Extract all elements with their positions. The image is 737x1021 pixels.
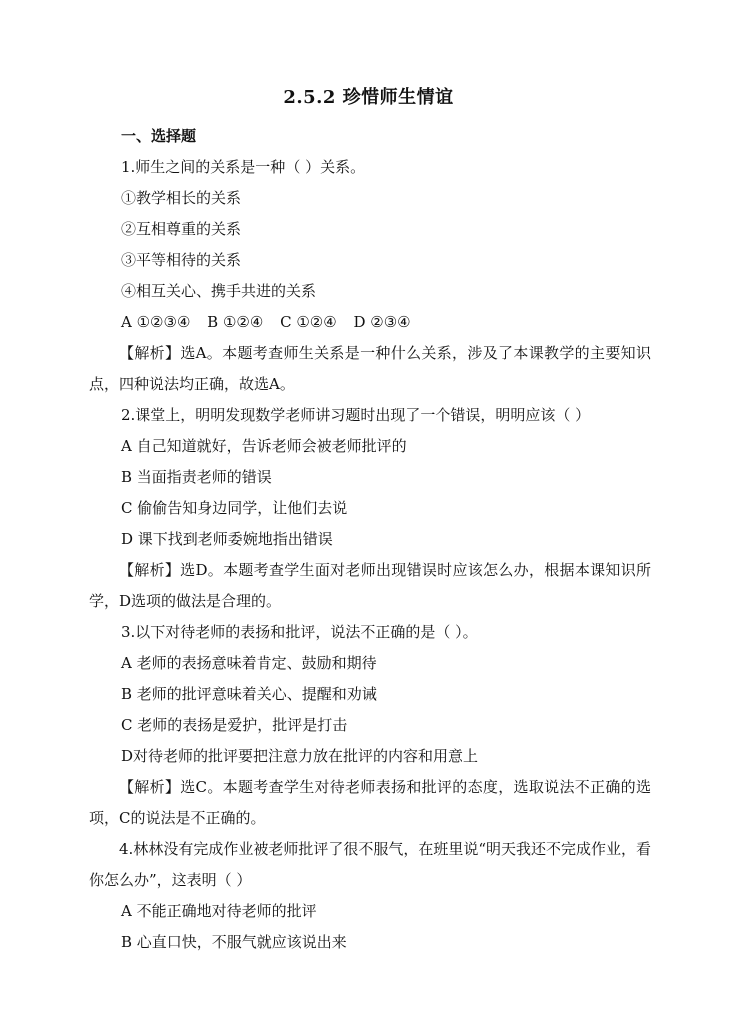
question-2-option-d: D 课下找到老师委婉地指出错误 (121, 530, 333, 548)
question-3-analysis: 【解析】选C。本题考查学生对待老师表扬和批评的态度，选取说法不正确的选项，C的说法是不正确的。 (89, 778, 651, 827)
question-2-analysis: 【解析】选D。本题考查学生面对老师出现错误时应该怎么办，根据本课知识所学，D选项的做法是合理的。 (89, 561, 651, 610)
question-1-option-a: A ①②③④ (121, 313, 191, 331)
question-2-option-c: C 偷偷告知身边同学，让他们去说 (121, 499, 348, 517)
question-2-stem: 2.课堂上，明明发现数学老师讲习题时出现了一个错误，明明应该（ ） (121, 406, 591, 424)
question-1-item-4: ④相互关心、携手共进的关系 (121, 282, 317, 300)
question-3-option-d: D对待老师的批评要把注意力放在批评的内容和用意上 (121, 747, 479, 765)
question-4-option-b: B 心直口快，不服气就应该说出来 (121, 933, 347, 951)
question-3-option-b: B 老师的批评意味着关心、提醒和劝诫 (121, 685, 377, 703)
question-4-option-a: A 不能正确地对待老师的批评 (121, 902, 317, 920)
question-1-option-d: D ②③④ (353, 313, 411, 331)
question-3-option-a: A 老师的表扬意味着肯定、鼓励和期待 (121, 654, 377, 672)
document-title: 2.5.2 珍惜师生情谊 (283, 87, 454, 108)
question-1-item-3: ③平等相待的关系 (121, 251, 242, 269)
question-4-stem: 4.林林没有完成作业被老师批评了很不服气，在班里说“明天我还不完成作业，看你怎么办”，这表明（ ） (89, 840, 651, 889)
question-1-options (121, 307, 651, 338)
question-3-stem: 3.以下对待老师的表扬和批评，说法不正确的是（ ）。 (121, 623, 478, 641)
question-1-item-2: ②互相尊重的关系 (121, 220, 242, 238)
question-1-item-1: ①教学相长的关系 (121, 189, 242, 207)
question-1-option-b: B ①②④ (207, 313, 264, 331)
question-2-option-a: A 自己知道就好，告诉老师会被老师批评的 (121, 437, 407, 455)
question-1-option-c: C ①②④ (280, 313, 337, 331)
question-2-option-b: B 当面指责老师的错误 (121, 468, 272, 486)
question-1-stem: 1.师生之间的关系是一种（ ）关系。 (121, 158, 366, 176)
section-heading: 一、选择题 (121, 127, 197, 145)
question-1-analysis: 【解析】选A。本题考查师生关系是一种什么关系，涉及了本课教学的主要知识点，四种说法均正确，故选A。 (89, 344, 651, 393)
question-list (89, 152, 651, 958)
question-3-option-c: C 老师的表扬是爱护，批评是打击 (121, 716, 348, 734)
